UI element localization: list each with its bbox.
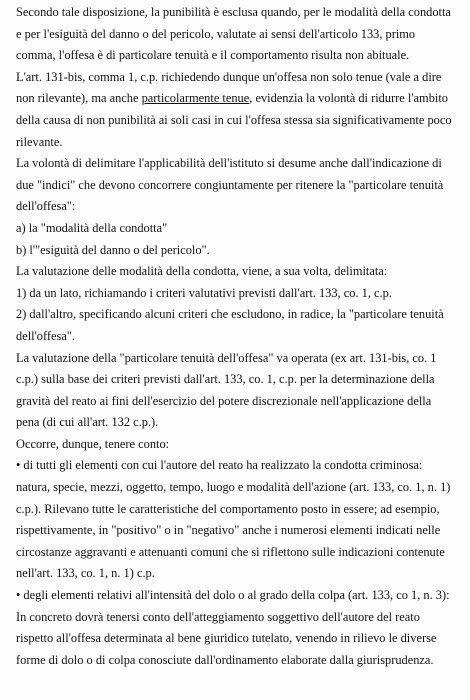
text-line: dell'offesa": bbox=[16, 199, 76, 214]
text-line: della causa di non punibilità ai soli casi in cui l'offesa stessa sia significativamente poco bbox=[16, 112, 452, 127]
text-line: c.p.). Rilevano tutte le caratteristiche del comportamento posto in essere; ad esempio, bbox=[16, 501, 440, 516]
list-item-b bbox=[16, 240, 460, 262]
text-line: Secondo tale disposizione, la punibilità è esclusa quando, per le modalità della condotta bbox=[16, 5, 451, 19]
paragraph-valutazione-modalita bbox=[16, 261, 460, 283]
paragraph-occorre bbox=[16, 434, 460, 456]
paragraph-art-131-bis bbox=[16, 67, 460, 153]
text-line: b) l'"esiguità del danno o del pericolo". bbox=[16, 242, 210, 257]
text-line: natura, specie, mezzi, oggetto, tempo, luogo e modalità dell'azione (art. 133, co. 1, n. 1) bbox=[16, 480, 451, 495]
text-line: rispettivamente, in "positivo" o in "negativo" anche i numerosi elementi indicati nelle bbox=[16, 523, 441, 538]
list-item-1 bbox=[16, 283, 460, 305]
paragraph-volonta bbox=[16, 153, 460, 218]
list-item-2 bbox=[16, 304, 460, 347]
text-line: a) la "modalità della condotta" bbox=[16, 220, 168, 235]
text-line-with-underline bbox=[16, 88, 460, 110]
text-line: La valutazione della "particolare tenuità dell'offesa" va operata (ex art. 131-bis, co. 1 bbox=[16, 350, 437, 365]
text-line: pena (di cui all'art. 132 c.p.). bbox=[16, 415, 159, 430]
text-line: gravità del reato ai fini dell'esercizio del potere discrezionale nell'applicazione della bbox=[16, 393, 432, 408]
paragraph-disposizione bbox=[16, 2, 460, 67]
text-line: rilevante. bbox=[16, 134, 63, 149]
underlined-phrase: particolarmente tenue bbox=[141, 91, 250, 106]
text-line: due "indici" che devono concorrere congiuntamente per ritenere la "particolare tenuità bbox=[16, 177, 444, 192]
text-line: nell'art. 133, co. 1, n. 1) c.p. bbox=[16, 566, 155, 581]
text-line: comma, l'offesa è di particolare tenuità e il comportamento risulta non abituale. bbox=[16, 48, 410, 63]
paragraph-valutazione-tenuita bbox=[16, 348, 460, 434]
text-line: e per l'esiguità del danno o del pericolo, valutate ai sensi dell'articolo 133, primo bbox=[16, 26, 416, 41]
list-item-a bbox=[16, 218, 460, 240]
text-line: forme di dolo o di colpa conosciute dall'ordinamento elaborate dalla giurisprudenza. bbox=[16, 652, 434, 667]
text-line: La volontà di delimitare l'applicabilità dell'istituto si desume anche dall'indicazione di bbox=[16, 156, 442, 171]
text-line: L'art. 131-bis, comma 1, c.p. richiedendo dunque un'offesa non solo tenue (vale a dire bbox=[16, 69, 442, 84]
text-line: In concreto dovrà tenersi conto dell'atteggiamento soggettivo dell'autore del reato bbox=[16, 609, 420, 624]
text-line: circostanze aggravanti e attenuanti comuni che si riflettono sulle indicazioni contenute bbox=[16, 544, 445, 559]
text-fragment: , evidenzia la volontà di ridurre l'ambito bbox=[249, 91, 448, 106]
text-fragment: non rilevante), ma anche bbox=[16, 91, 142, 106]
text-line: 1) da un lato, richiamando i criteri valutativi previsti dall'art. 133, co. 1, c.p. bbox=[16, 285, 392, 300]
bullet-item-dolo-colpa bbox=[16, 585, 460, 671]
text-line: rispetto all'offesa determinata al bene giuridico tutelato, venendo in rilievo le diverse bbox=[16, 631, 437, 646]
text-line: c.p.) sulla base dei criteri previsti dall'art. 133, co. 1, c.p. per la determinazione della bbox=[16, 372, 435, 387]
text-line: Occorre, dunque, tenere conto: bbox=[16, 436, 170, 451]
text-line: 2) dall'altro, specificando alcuni criteri che escludono, in radice, la "particolare tenuità bbox=[16, 307, 444, 322]
bullet-item-elementi bbox=[16, 455, 460, 585]
text-line: • di tutti gli elementi con cui l'autore del reato ha realizzato la condotta criminosa: bbox=[16, 458, 423, 473]
text-line: dell'offesa". bbox=[16, 328, 76, 343]
text-line: La valutazione delle modalità della condotta, viene, a sua volta, delimitata: bbox=[16, 264, 388, 279]
text-line: • degli elementi relativi all'intensità del dolo o al grado della colpa (art. 133, co 1, n. 3): bbox=[16, 588, 450, 603]
